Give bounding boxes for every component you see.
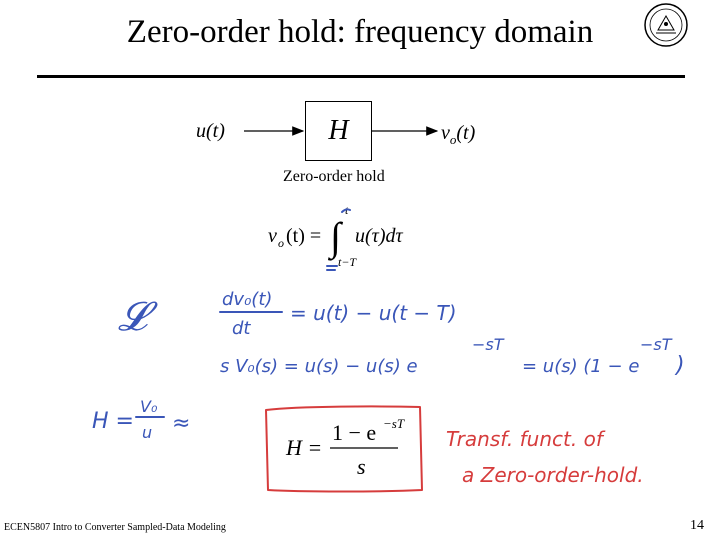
hw-derivative-num: dv₀(t) — [222, 289, 273, 310]
input-label: u(t) — [196, 120, 225, 142]
hw-line2-exp: −sT — [472, 335, 504, 354]
hw-line2-tail-exp: −sT — [640, 335, 672, 354]
footer-course: ECEN5807 Intro to Converter Sampled-Data Modeling — [4, 522, 226, 533]
slide-title: Zero-order hold: frequency domain — [126, 14, 594, 50]
hw-h-approx: ≈ — [172, 411, 191, 436]
boxed-denominator: s — [357, 454, 366, 479]
boxed-equation — [285, 416, 405, 479]
boxed-numerator-exp: −sT — [383, 416, 405, 431]
integrand: u(τ)dτ — [355, 225, 403, 247]
note-line2: a Zero-order-hold. — [462, 463, 644, 487]
hw-derivative-den: dt — [232, 318, 251, 339]
boxed-numerator: 1 − e — [332, 420, 377, 445]
integral-upper-limit: t — [345, 203, 349, 217]
hw-line2-close: ) — [676, 353, 685, 378]
integral-equation — [268, 203, 403, 269]
hw-line2: s V₀(s) = u(s) − u(s) e — [220, 356, 418, 377]
block-label: H — [328, 115, 349, 146]
page-number: 14 — [690, 518, 704, 533]
integral-sign-icon: ∫ — [330, 214, 341, 259]
laplace-symbol: 𝓛 — [118, 294, 148, 340]
integral-lower-limit: t−T — [338, 255, 357, 269]
output-label: $v_o(t)$ — [441, 122, 476, 147]
integral-lhs-sub: o — [278, 236, 284, 250]
integral-lhs-arg: (t) = — [286, 225, 322, 247]
hw-line1-rhs: = u(t) − u(t − T) — [290, 301, 457, 325]
hw-h-den: u — [142, 423, 153, 442]
boxed-lhs: H = — [286, 435, 323, 460]
hw-line2-tail: = u(s) (1 − e — [522, 356, 640, 377]
hw-h-lhs: H = — [92, 409, 134, 434]
block-caption: Zero-order hold — [283, 168, 385, 185]
integral-lhs: v — [268, 225, 277, 247]
hw-h-num: V₀ — [140, 397, 158, 416]
note-line1: Transf. funct. of — [446, 427, 603, 451]
